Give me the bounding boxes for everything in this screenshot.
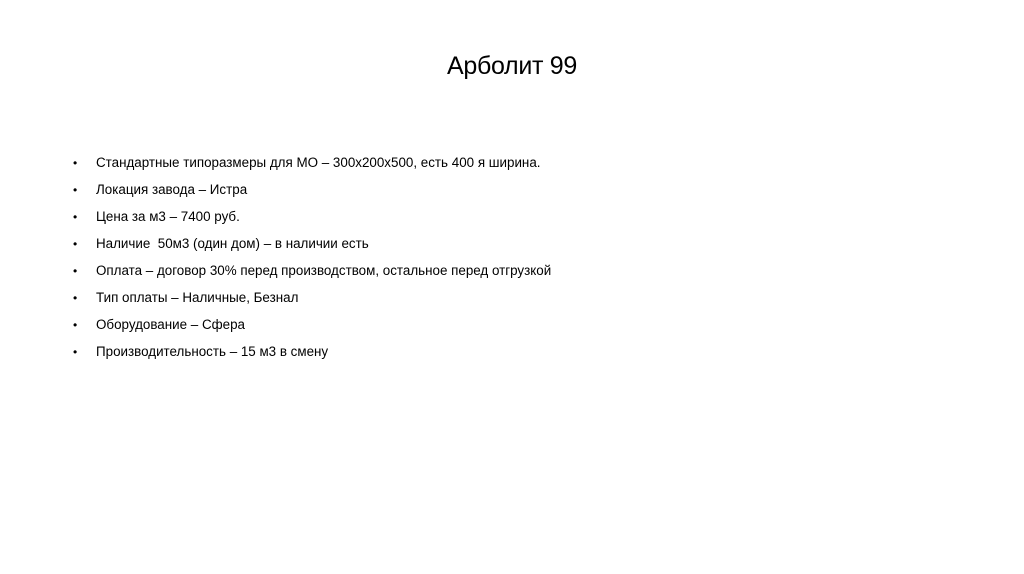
- bullet-item: [73, 313, 551, 340]
- bullet-icon: •: [73, 183, 78, 197]
- bullet-icon: •: [73, 318, 78, 332]
- bullet-text: Цена за м3 – 7400 руб.: [96, 209, 240, 224]
- bullet-icon: •: [73, 291, 78, 305]
- bullet-text: Оплата – договор 30% перед производством, остальное перед отгрузкой: [96, 263, 552, 278]
- bullet-item: [73, 232, 551, 259]
- slide-title: Арболит 99: [446, 52, 577, 80]
- bullet-icon: •: [73, 264, 78, 278]
- bullet-text: Стандартные типоразмеры для МО – 300х200х500, есть 400 я ширина.: [96, 155, 541, 170]
- bullet-item: [73, 178, 551, 205]
- bullet-text: Локация завода – Истра: [96, 182, 248, 197]
- bullet-item: [73, 205, 551, 232]
- bullet-icon: •: [73, 345, 78, 359]
- bullet-list: [73, 151, 551, 367]
- bullet-text: Наличие 50м3 (один дом) – в наличии есть: [96, 236, 369, 251]
- bullet-text: Оборудование – Сфера: [96, 317, 245, 332]
- bullet-icon: •: [73, 210, 78, 224]
- bullet-item: [73, 286, 551, 313]
- bullet-item: [73, 259, 551, 286]
- bullet-item: [73, 151, 551, 178]
- bullet-text: Тип оплаты – Наличные, Безнал: [96, 290, 299, 305]
- bullet-icon: •: [73, 237, 78, 251]
- bullet-item: [73, 340, 551, 367]
- bullet-text: Производительность – 15 м3 в смену: [96, 344, 329, 359]
- bullet-icon: •: [73, 156, 78, 170]
